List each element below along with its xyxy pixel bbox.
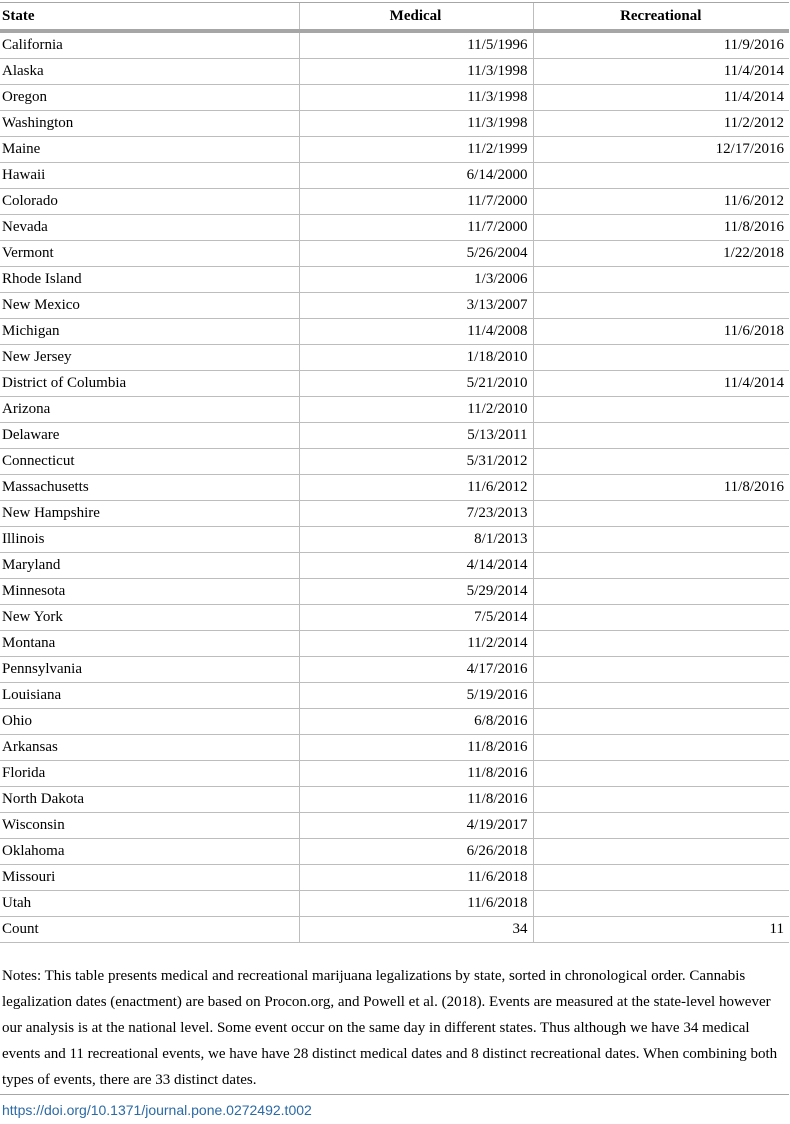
table-row [0,475,789,501]
state-cell: Rhode Island [0,267,299,293]
state-cell: Vermont [0,241,299,267]
medical-date-cell: 3/13/2007 [299,293,533,319]
state-cell: North Dakota [0,787,299,813]
recreational-date-cell: 11/4/2014 [533,371,789,397]
table-row [0,631,789,657]
recreational-date-cell [533,267,789,293]
medical-date-cell: 11/7/2000 [299,189,533,215]
state-cell: Florida [0,761,299,787]
table-row [0,111,789,137]
table-header-row [0,3,789,32]
medical-date-cell: 34 [299,917,533,943]
medical-date-cell: 11/6/2018 [299,865,533,891]
medical-date-cell: 11/2/2014 [299,631,533,657]
recreational-date-cell [533,501,789,527]
table-row [0,787,789,813]
table-row [0,891,789,917]
table-row [0,31,789,59]
medical-date-cell: 11/8/2016 [299,761,533,787]
recreational-date-cell: 11/8/2016 [533,215,789,241]
recreational-date-cell [533,657,789,683]
medical-date-cell: 11/2/1999 [299,137,533,163]
state-cell: California [0,31,299,59]
recreational-date-cell [533,423,789,449]
recreational-date-cell [533,787,789,813]
recreational-date-cell [533,345,789,371]
medical-date-cell: 11/2/2010 [299,397,533,423]
medical-date-cell: 1/3/2006 [299,267,533,293]
table-row [0,449,789,475]
table-row [0,527,789,553]
medical-date-cell: 11/8/2016 [299,787,533,813]
state-cell: Delaware [0,423,299,449]
table-row [0,189,789,215]
state-cell: Nevada [0,215,299,241]
recreational-date-cell [533,163,789,189]
medical-date-cell: 5/21/2010 [299,371,533,397]
table-row [0,865,789,891]
state-cell: District of Columbia [0,371,299,397]
medical-date-cell: 5/31/2012 [299,449,533,475]
table-row [0,397,789,423]
state-cell: New York [0,605,299,631]
recreational-date-cell [533,761,789,787]
state-cell: Alaska [0,59,299,85]
table-row [0,137,789,163]
state-cell: Ohio [0,709,299,735]
table-row [0,839,789,865]
recreational-date-cell [533,631,789,657]
medical-date-cell: 5/26/2004 [299,241,533,267]
table-notes: Notes: This table presents medical and recreational marijuana legalizations by state, sorted in chronological order. Cannabis legalization dates (enactment) are based on Procon.org, and Powell et al. (2018). Events are measured at the state-level however our analysis is at the national level. Some event occur on the same day in different states. Thus although we have 34 medical events and 11 recreational events, we have have 28 distinct medical dates and 8 distinct recreational dates. When combining both types of events, there are 33 distinct dates. [2,968,778,1088]
recreational-date-cell [533,891,789,917]
recreational-date-cell: 11 [533,917,789,943]
state-cell: Minnesota [0,579,299,605]
doi-link[interactable]: https://doi.org/10.1371/journal.pone.0272492.t002 [2,1102,312,1118]
recreational-date-cell: 11/8/2016 [533,475,789,501]
table-body [0,31,789,943]
recreational-date-cell [533,553,789,579]
medical-date-cell: 11/5/1996 [299,31,533,59]
medical-date-cell: 5/19/2016 [299,683,533,709]
table-row [0,813,789,839]
table-row [0,85,789,111]
footer-divider [0,1094,789,1095]
table-row [0,59,789,85]
table-row [0,163,789,189]
table-row [0,605,789,631]
table-row [0,735,789,761]
medical-date-cell: 6/8/2016 [299,709,533,735]
state-cell: Maryland [0,553,299,579]
medical-date-cell: 5/29/2014 [299,579,533,605]
medical-date-cell: 4/14/2014 [299,553,533,579]
state-cell: Arkansas [0,735,299,761]
state-cell: Oregon [0,85,299,111]
state-cell: Hawaii [0,163,299,189]
state-cell: New Mexico [0,293,299,319]
state-cell: Washington [0,111,299,137]
medical-date-cell: 7/5/2014 [299,605,533,631]
table-row [0,241,789,267]
recreational-date-cell [533,683,789,709]
recreational-date-cell [533,735,789,761]
table-row [0,761,789,787]
state-cell: Missouri [0,865,299,891]
table-row [0,267,789,293]
medical-date-cell: 5/13/2011 [299,423,533,449]
table-row [0,501,789,527]
recreational-date-cell: 11/6/2018 [533,319,789,345]
state-cell: Massachusetts [0,475,299,501]
medical-date-cell: 8/1/2013 [299,527,533,553]
medical-date-cell: 4/19/2017 [299,813,533,839]
medical-date-cell: 6/14/2000 [299,163,533,189]
recreational-date-cell: 11/9/2016 [533,31,789,59]
recreational-date-cell [533,813,789,839]
column-header-medical: Medical [299,3,533,32]
recreational-date-cell [533,605,789,631]
medical-date-cell: 6/26/2018 [299,839,533,865]
recreational-date-cell [533,865,789,891]
table-row [0,553,789,579]
table-row [0,657,789,683]
table-row [0,319,789,345]
recreational-date-cell [533,397,789,423]
table-row [0,683,789,709]
medical-date-cell: 11/4/2008 [299,319,533,345]
table-row [0,215,789,241]
recreational-date-cell: 1/22/2018 [533,241,789,267]
recreational-date-cell [533,839,789,865]
recreational-date-cell [533,293,789,319]
medical-date-cell: 11/3/1998 [299,85,533,111]
table-row [0,709,789,735]
medical-date-cell: 11/3/1998 [299,59,533,85]
state-cell: Utah [0,891,299,917]
legalization-table [0,2,789,943]
state-cell: Connecticut [0,449,299,475]
medical-date-cell: 11/3/1998 [299,111,533,137]
column-header-recreational: Recreational [533,3,789,32]
state-cell: Pennsylvania [0,657,299,683]
state-cell: Michigan [0,319,299,345]
table-row [0,293,789,319]
recreational-date-cell: 12/17/2016 [533,137,789,163]
medical-date-cell: 11/6/2012 [299,475,533,501]
recreational-date-cell [533,709,789,735]
state-cell: Wisconsin [0,813,299,839]
recreational-date-cell: 11/4/2014 [533,85,789,111]
table-row [0,423,789,449]
state-cell: Illinois [0,527,299,553]
medical-date-cell: 11/8/2016 [299,735,533,761]
recreational-date-cell: 11/2/2012 [533,111,789,137]
state-cell: Oklahoma [0,839,299,865]
state-cell: New Jersey [0,345,299,371]
state-cell: Count [0,917,299,943]
state-cell: New Hampshire [0,501,299,527]
table-row [0,345,789,371]
state-cell: Arizona [0,397,299,423]
recreational-date-cell: 11/4/2014 [533,59,789,85]
state-cell: Louisiana [0,683,299,709]
recreational-date-cell [533,527,789,553]
state-cell: Maine [0,137,299,163]
recreational-date-cell [533,579,789,605]
table-row [0,371,789,397]
count-row [0,917,789,943]
medical-date-cell: 7/23/2013 [299,501,533,527]
recreational-date-cell [533,449,789,475]
medical-date-cell: 4/17/2016 [299,657,533,683]
medical-date-cell: 11/6/2018 [299,891,533,917]
table-row [0,579,789,605]
state-cell: Montana [0,631,299,657]
state-cell: Colorado [0,189,299,215]
column-header-state: State [0,3,299,32]
medical-date-cell: 1/18/2010 [299,345,533,371]
medical-date-cell: 11/7/2000 [299,215,533,241]
recreational-date-cell: 11/6/2012 [533,189,789,215]
